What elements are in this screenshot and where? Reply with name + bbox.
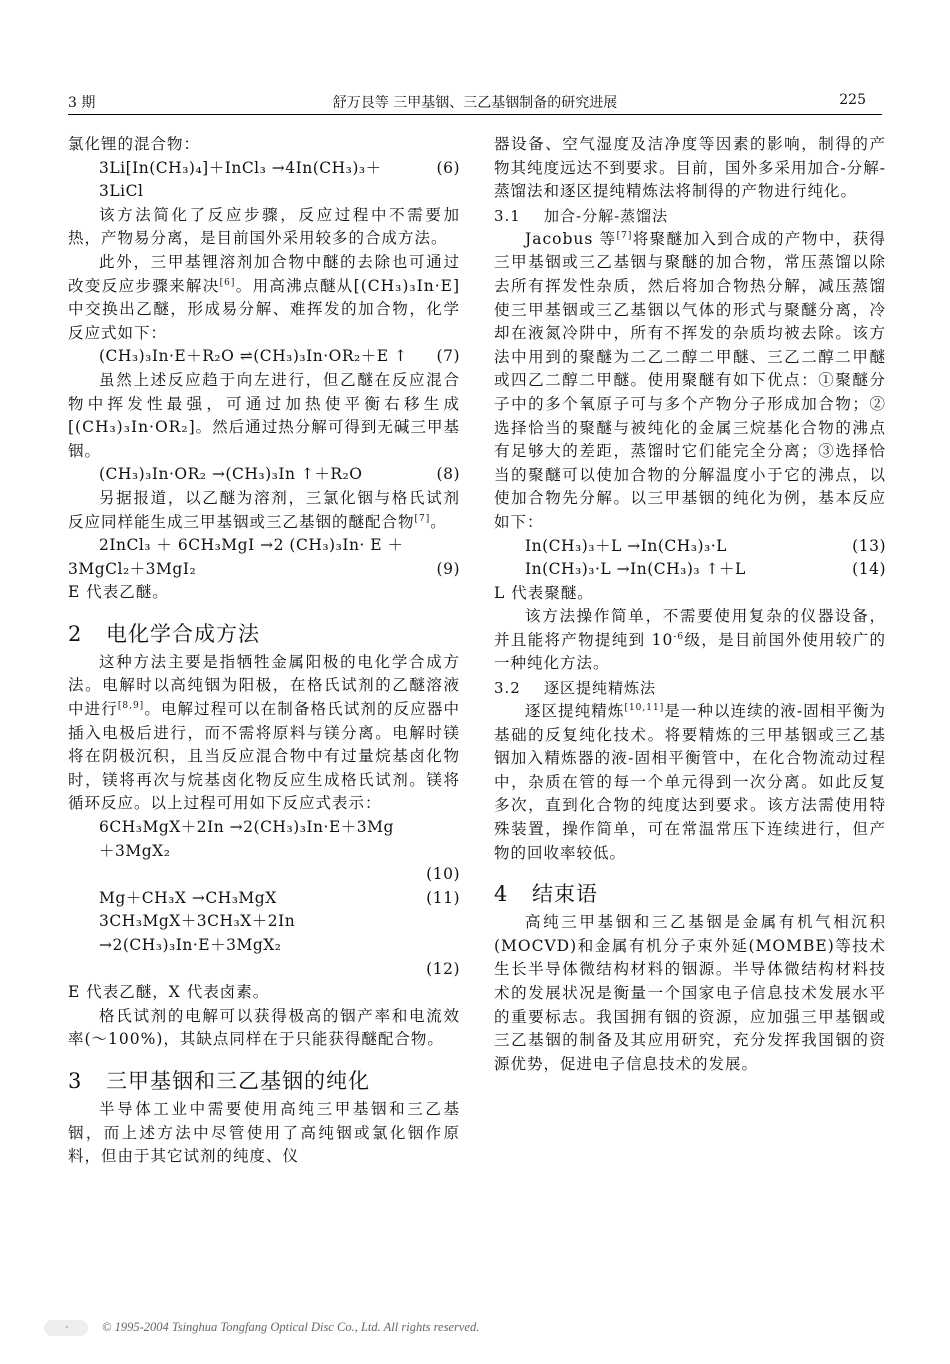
- paragraph-text: 此外，三甲基锂溶剂加合物中醚的去除也可通过改变反应步骤来解决: [68, 252, 460, 295]
- equation-10-number-line: [68, 863, 460, 887]
- paragraph-text: 。电解过程可以在制备格氏试剂的反应器中插入电极后进行，而不需将原料与镁分离。电解时镁将在阴极沉积，且当反应混合物中有过量烷基卤化物时，镁将再次与烷基卤化物反应生成格氏试剂。镁将循环反应。以上过程可用如下反应式表示：: [68, 700, 460, 813]
- equation-11: [68, 887, 460, 911]
- equation-10: [68, 816, 460, 863]
- paragraph: [68, 651, 460, 816]
- equation-number: (7): [436, 347, 460, 366]
- paragraph-text: Jacobus 等: [525, 229, 617, 248]
- paragraph: [494, 605, 886, 676]
- paragraph-text: 逐区提纯精炼: [525, 702, 625, 721]
- paragraph: E 代表乙醚，X 代表卤素。: [68, 983, 270, 1002]
- equation-number: (13): [852, 536, 886, 555]
- paragraph-text: 这种方法主要是指牺牲金属阳极的电化学合成方法。电解时以高纯铟为阳极，在格氏试剂的乙醚溶液中进行: [68, 652, 460, 719]
- paragraph-text: 另据报道，以乙醚为溶剂，三氯化铟与格氏试剂反应同样能生成三甲基铟或三乙基铟的醚配合物: [68, 488, 460, 531]
- equation-text: 3Li[In(CH₃)₄]＋InCl₃ →4In(CH₃)₃＋3LiCl: [99, 158, 382, 201]
- citation: [7]: [414, 513, 431, 524]
- equation-number: (11): [426, 888, 460, 907]
- equation-9-line2: [68, 558, 460, 582]
- paragraph-text: 是一种以连续的液-固相平衡为基础的反复纯化技术。将要精炼的三甲基铟或三乙基铟加入精炼器的液-固相平衡管中，在化合物流动过程中，杂质在管的每一个单元得到一次分离。如此反复多次，直到化合物的纯度达到要求。该方法需使用特殊装置，操作简单，可在常温常压下连续进行，但产物的回收率较低。: [494, 702, 886, 862]
- equation-14: [494, 558, 886, 582]
- subsection-heading-3-2: [494, 676, 886, 700]
- equation-text: (CH₃)₃In·E＋R₂O ⇌(CH₃)₃In·OR₂＋E ↑: [99, 347, 408, 366]
- subsection-number: 3.1: [494, 206, 521, 225]
- citation: [8,9]: [117, 700, 145, 711]
- paragraph: 虽然上述反应趋于向左进行，但乙醚在反应混合物中挥发性最强，可通过加热使平衡右移生成[(CH₃)₃In·OR₂]。然后通过热分解可得到无碱三甲基铟。: [68, 370, 460, 460]
- paragraph: L 代表聚醚。: [494, 583, 594, 602]
- issue-number: 3 期: [68, 95, 96, 111]
- paragraph: 半导体工业中需要使用高纯三甲基铟和三乙基铟，而上述方法中尽管使用了高纯铟或氯化铟作原料，但由于其它试剂的纯度、仪: [68, 1099, 460, 1166]
- equation-number: (6): [436, 158, 460, 177]
- subsection-title: 加合-分解-蒸馏法: [544, 206, 669, 225]
- publisher-logo-icon: ◔: [44, 1320, 88, 1336]
- paragraph: 器设备、空气湿度及洁净度等因素的影响，制得的产物其纯度远达不到要求。目前，国外多采用加合-分解-蒸馏法和逐区提纯精炼法将制得的产物进行纯化。: [494, 135, 886, 201]
- equation-13: [494, 535, 886, 559]
- paragraph: [494, 228, 886, 535]
- paragraph: [68, 251, 460, 345]
- right-column: [494, 133, 886, 1076]
- equation-text: 3CH₃MgX＋3CH₃X＋2In →2(CH₃)₃In·E＋3MgX₂: [99, 912, 296, 954]
- paragraph: E 代表乙醚。: [68, 583, 169, 602]
- section-heading-3: [68, 1066, 460, 1096]
- citation: [7]: [616, 230, 633, 241]
- equation-number: (10): [426, 865, 460, 884]
- citation: [6]: [219, 277, 236, 288]
- equation-text: Mg＋CH₃X →CH₃MgX: [99, 888, 277, 907]
- running-header: [68, 92, 882, 115]
- paragraph: 格氏试剂的电解可以获得极高的铟产率和电流效率(～100%)，其缺点同样在于只能获得醚配合物。: [68, 1006, 460, 1049]
- section-number: 4: [494, 882, 509, 907]
- paragraph: 高纯三甲基铟和三乙基铟是金属有机气相沉积(MOCVD)和金属有机分子束外延(MOMBE)等技术生长半导体微结构材料的铟源。半导体微结构材料技术的发展状况是衡量一个国家电子信息技术发展水平的重要标志。我国拥有铟的资源，应加强三甲基铟或三乙基铟的制备及其应用研究，充分发挥我国铟的资源优势，促进电子信息技术的发展。: [494, 913, 886, 1073]
- equation-number: (14): [852, 560, 886, 579]
- section-heading-4: [494, 879, 886, 909]
- section-heading-2: [68, 619, 460, 649]
- equation-number: (8): [436, 465, 460, 484]
- equation-text: In(CH₃)₃·L →In(CH₃)₃ ↑＋L: [525, 560, 746, 579]
- paragraph: 氯化锂的混合物：: [68, 135, 201, 153]
- paragraph: [68, 487, 460, 534]
- paragraph-text: 。用高沸点醚从[(CH₃)₃In·E]中交换出乙醚，形成易分解、难挥发的加合物，化学反应式如下：: [68, 276, 460, 342]
- equation-number: (9): [436, 559, 460, 578]
- equation-number: (12): [426, 959, 460, 978]
- paragraph-text: 。: [430, 512, 447, 531]
- paragraph: [494, 700, 886, 865]
- citation: [10,11]: [624, 702, 665, 713]
- superscript: -6: [673, 631, 685, 642]
- equation-text: In(CH₃)₃＋L →In(CH₃)₃·L: [525, 536, 727, 555]
- equation-7: [68, 345, 460, 369]
- section-number: 3: [68, 1068, 83, 1093]
- running-title: 舒万艮等 三甲基铟、三乙基铟制备的研究进展: [332, 95, 618, 111]
- page-number: 225: [839, 92, 866, 108]
- section-title: 结束语: [532, 882, 598, 907]
- paragraph-text: 将聚醚加入到合成的产物中，获得三甲基铟或三乙基铟与聚醚的加合物，常压蒸馏以除去所有挥发性杂质，然后将加合物热分解，减压蒸馏使三甲基铟或三乙基铟以气体的形式与聚醚分离，冷却在液氮冷阱中，所有不挥发的杂质均被去除。该方法中用到的聚醚为二乙二醇二甲醚、三乙二醇二甲醚或四乙二醇二甲醚。使用聚醚有如下优点：①聚醚分子中的多个氧原子可与多个产物分子形成加合物；②选择恰当的聚醚与被纯化的金属三烷基化合物的沸点有足够大的差距，蒸馏时它们能完全分离；③选择恰当的聚醚可以使加合物的分解温度小于它的沸点，以使加合物先分解。以三甲基铟的纯化为例，基本反应如下：: [494, 229, 886, 531]
- subsection-title: 逐区提纯精炼法: [544, 679, 657, 698]
- left-column: [68, 133, 460, 1169]
- equation-12-number-line: [68, 958, 460, 982]
- paragraph: 该方法简化了反应步骤，反应过程中不需要加热，产物易分离，是目前国外采用较多的合成方法。: [68, 205, 460, 248]
- copyright-text: © 1995-2004 Tsinghua Tongfang Optical Disc Co., Ltd. All rights reserved.: [102, 1320, 480, 1334]
- paragraph-text: 该方法操作简单，不需要使用复杂的仪器设备，并且能将产物提纯到 10: [494, 607, 886, 649]
- subsection-number: 3.2: [494, 679, 521, 698]
- paragraph-text: 级，是目前国外使用较广的一种纯化方法。: [494, 630, 886, 673]
- equation-text: 6CH₃MgX＋2In →2(CH₃)₃In·E＋3Mg＋3MgX₂: [99, 818, 394, 860]
- section-number: 2: [68, 621, 83, 646]
- equation-text: 3MgCl₂＋3MgI₂: [68, 559, 197, 578]
- equation-text: (CH₃)₃In·OR₂ →(CH₃)₃In ↑＋R₂O: [99, 465, 363, 484]
- equation-8: [68, 463, 460, 487]
- equation-6: [68, 157, 460, 204]
- copyright-footer: [44, 1320, 479, 1342]
- equation-9-line1: [68, 534, 460, 558]
- section-title: 电化学合成方法: [106, 621, 260, 646]
- section-title: 三甲基铟和三乙基铟的纯化: [106, 1068, 370, 1093]
- subsection-heading-3-1: [494, 204, 886, 228]
- equation-text: 2InCl₃ ＋ 6CH₃MgI →2 (CH₃)₃In· E ＋: [99, 536, 404, 555]
- equation-12: [68, 910, 460, 957]
